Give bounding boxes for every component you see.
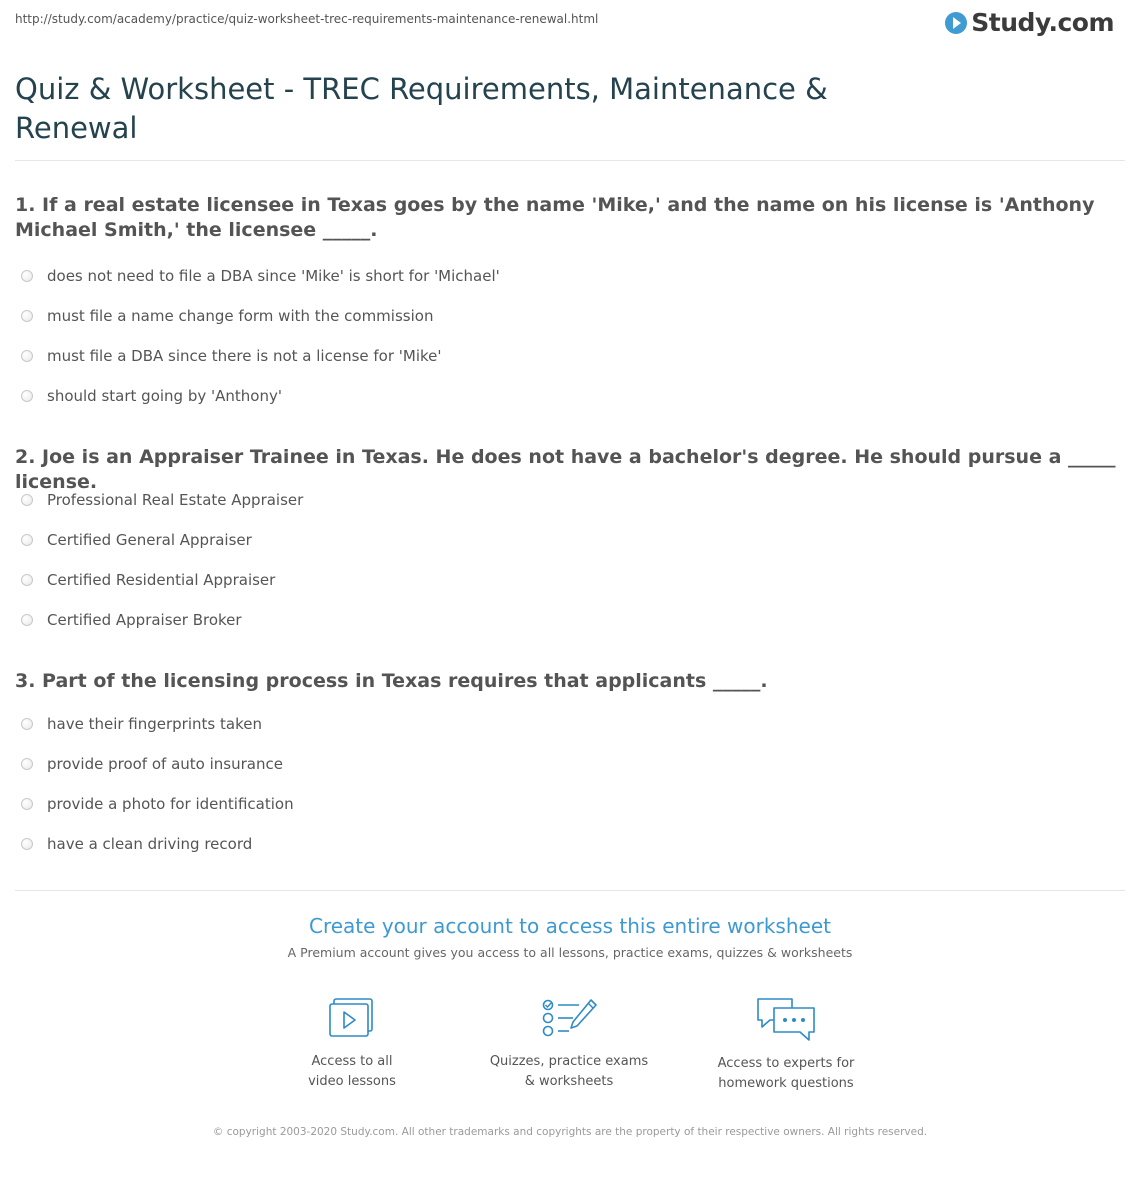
radio-button[interactable] [21,494,33,506]
question-3-option-3[interactable]: provide a photo for identification [21,792,294,816]
radio-button[interactable] [21,350,33,362]
radio-button[interactable] [21,534,33,546]
play-icon [945,12,967,34]
page-title: Quiz & Worksheet - TREC Requirements, Maintenance & Renewal [15,72,828,145]
feature-video-lessons [252,996,452,1092]
feature-label: Quizzes, practice exams & worksheets [489,1054,649,1089]
question-3-option-4[interactable]: have a clean driving record [21,832,252,856]
question-2: 2. Joe is an Appraiser Trainee in Texas. He does not have a bachelor's degree. He should pursue a _____ license. [15,446,1116,493]
question-2-option-4[interactable]: Certified Appraiser Broker [21,608,242,632]
radio-button[interactable] [21,718,33,730]
radio-button[interactable] [21,758,33,770]
top-bar [0,0,1140,52]
feature-experts [686,996,886,1094]
question-3-option-1[interactable]: have their fingerprints taken [21,712,262,736]
create-account-link[interactable]: Create your account to access this entire worksheet [309,914,831,938]
radio-button[interactable] [21,614,33,626]
chat-bubbles-icon [754,996,818,1044]
question-2-option-1[interactable]: Professional Real Estate Appraiser [21,488,303,512]
question-3-option-2[interactable]: provide proof of auto insurance [21,752,283,776]
divider [15,160,1125,161]
question-2-option-2[interactable]: Certified General Appraiser [21,528,252,552]
feature-label: Access to all video lessons [308,1054,396,1089]
radio-button[interactable] [21,798,33,810]
radio-button[interactable] [21,838,33,850]
feature-quizzes [469,996,669,1092]
question-1-option-3[interactable]: must file a DBA since there is not a license for 'Mike' [21,344,442,368]
page-url: http://study.com/academy/practice/quiz-worksheet-trec-requirements-maintenance-renewal.html [15,12,599,26]
radio-button[interactable] [21,574,33,586]
radio-button[interactable] [21,310,33,322]
radio-button[interactable] [21,390,33,402]
question-1: 1. If a real estate licensee in Texas goes by the name 'Mike,' and the name on his license is 'Anthony Michael Smith,' the licensee _____. [15,194,1095,241]
video-lessons-icon [324,996,380,1042]
premium-description: A Premium account gives you access to all lessons, practice exams, quizzes & worksheets [287,945,853,960]
question-3: 3. Part of the licensing process in Texas requires that applicants _____. [15,670,768,692]
study-logo[interactable] [945,8,1114,37]
logo-text: Study.com [971,8,1114,37]
question-1-option-4[interactable]: should start going by 'Anthony' [21,384,282,408]
question-1-option-2[interactable]: must file a name change form with the commission [21,304,433,328]
quiz-checklist-icon [539,996,599,1042]
question-2-option-3[interactable]: Certified Residential Appraiser [21,568,275,592]
question-1-option-1[interactable]: does not need to file a DBA since 'Mike' is short for 'Michael' [21,264,500,288]
divider [15,890,1125,891]
feature-label: Access to experts for homework questions [717,1056,855,1091]
radio-button[interactable] [21,270,33,282]
copyright-notice: © copyright 2003-2020 Study.com. All other trademarks and copyrights are the property of their respective owners. All rights reserved. [212,1126,928,1138]
